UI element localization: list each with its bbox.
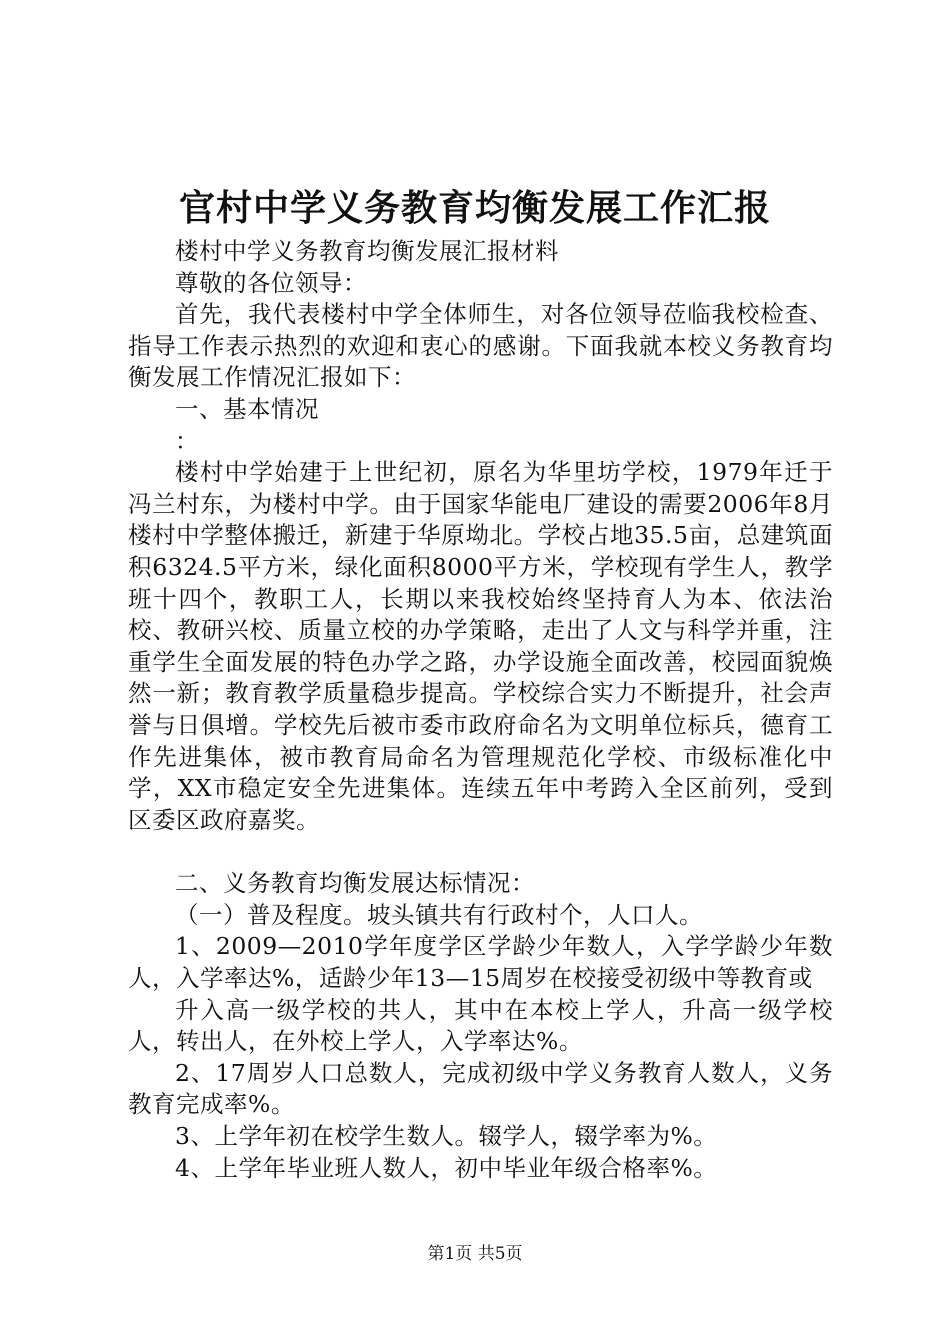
- paragraph-intro: 首先，我代表楼村中学全体师生，对各位领导莅临我校检查、指导工作表示热烈的欢迎和衷心的感谢。下面我就本校义务教育均衡发展工作情况汇报如下：: [128, 300, 833, 392]
- paragraph-coverage: （一）普及程度。坡头镇共有行政村个，人口人。: [175, 900, 703, 929]
- paragraph-school-history: 楼村中学始建于上世纪初，原名为华里坊学校，1979年迁于冯兰村东，为楼村中学。由于国家华能电厂建设的需要2006年8月楼村中学整体搬迁，新建于华原坳北。学校占地35.5亩，总建筑面积6324.5平方米，绿化面积8000平方米，学校现有学生人，教学班十四个，教职工人，长期以来我校始终坚持育人为本、依法治校、教研兴校、质量立校的办学策略，走出了人文与科学并重，注重学生全面发展的特色办学之路，办学设施全面改善，校园面貌焕然一新；教育教学质量稳步提高。学校综合实力不断提升，社会声誉与日俱增。学校先后被市委市政府命名为文明单位标兵，德育工作先进集体，被市教育局命名为管理规范化学校、市级标准化中学，XX市稳定安全先进集体。连续五年中考跨入全区前列，受到区委区政府嘉奖。: [128, 458, 833, 834]
- section-heading-basic: 一、基本情况: [175, 394, 319, 423]
- paragraph-gap: [128, 836, 833, 868]
- document-body: [128, 236, 833, 1184]
- paragraph-item-4: 4、上学年毕业班人数人，初中毕业年级合格率%。: [175, 1153, 718, 1182]
- page-footer: 第1页 共5页: [427, 1244, 523, 1264]
- paragraph-item-1: 1、2009—2010学年度学区学龄少年数人，入学学龄少年数人，入学率达%，适龄少年13—15周岁在校接受初级中等教育或: [128, 932, 833, 993]
- section-heading-standards: 二、义务教育均衡发展达标情况：: [175, 869, 535, 898]
- paragraph-colon: ：: [175, 426, 199, 455]
- paragraph-salutation: 尊敬的各位领导：: [175, 268, 367, 297]
- paragraph-item-3: 3、上学年初在校学生数人。辍学人，辍学率为%。: [175, 1122, 718, 1151]
- paragraph-item-1-cont: 升入高一级学校的共人，其中在本校上学人，升高一级学校人，转出人，在外校上学人，入学率达%。: [128, 995, 833, 1056]
- paragraph-item-2: 2、17周岁人口总数人，完成初级中学义务教育人数人，义务教育完成率%。: [128, 1058, 833, 1119]
- document-title: 官村中学义务教育均衡发展工作汇报: [178, 187, 771, 229]
- paragraph-subtitle: 楼村中学义务教育均衡发展汇报材料: [175, 237, 559, 265]
